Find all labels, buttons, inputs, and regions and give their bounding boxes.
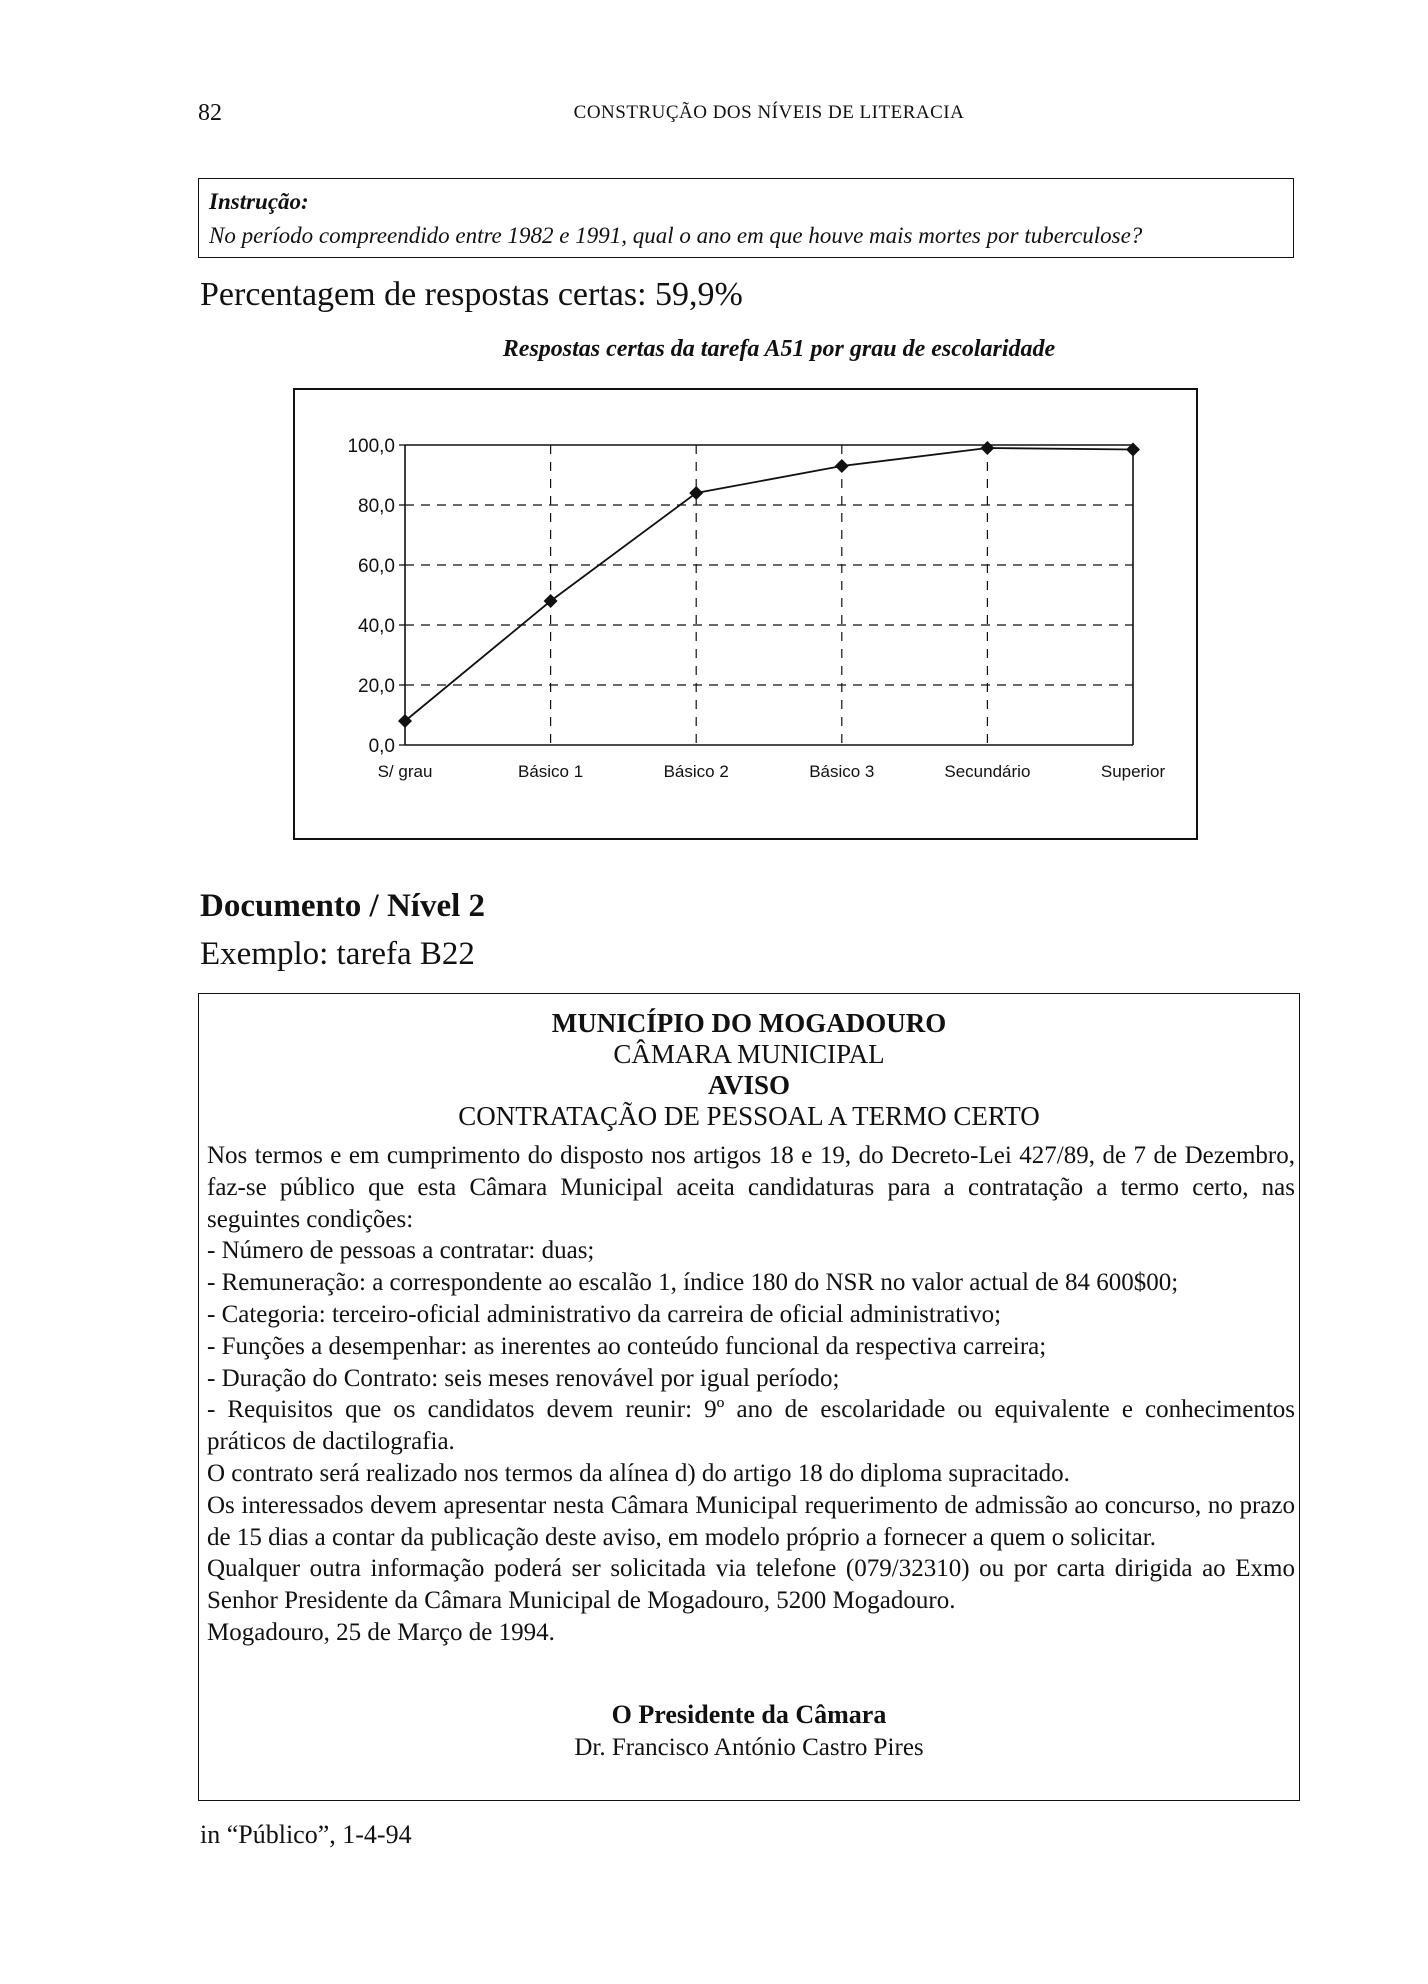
notice-subject: CONTRATAÇÃO DE PESSOAL A TERMO CERTO	[458, 1101, 1040, 1131]
y-tick-labels	[347, 436, 395, 757]
signature-name: Dr. Francisco António Castro Pires	[574, 1734, 924, 1761]
notice-paragraph: - Duração do Contrato: seis meses renovável por igual período;	[207, 1364, 840, 1392]
notice-paragraph: Mogadouro, 25 de Março de 1994.	[207, 1618, 555, 1646]
x-tick-label: Superior	[1100, 762, 1166, 781]
notice-chamber: CÂMARA MUNICIPAL	[613, 1039, 885, 1069]
instruction-box	[198, 178, 1294, 258]
x-tick-label: Básico 3	[809, 762, 875, 781]
x-tick-labels	[378, 762, 1166, 781]
instruction-label: Instrução:	[209, 189, 309, 214]
chart-axes	[399, 445, 1133, 745]
instruction-question: No período compreendido entre 1982 e 1991, qual o ano em que houve mais mortes por tuberculose?	[209, 223, 1143, 248]
notice-org: MUNICÍPIO DO MOGADOURO	[551, 1008, 947, 1038]
section-subheading: Exemplo: tarefa B22	[200, 936, 475, 972]
y-tick-label: 0,0	[368, 736, 395, 757]
chart-title: Respostas certas da tarefa A51 por grau de escolaridade	[502, 336, 1056, 362]
chart-grid	[405, 445, 1133, 745]
notice-paragraph: Qualquer outra informação poderá ser solicitada via telefone (079/32310) ou por carta dirigida ao Exmo Senhor Presidente da Câmara Municipal de Mogadouro, 5200 Mogadouro.	[207, 1555, 1295, 1615]
notice-paragraph: Os interessados devem apresentar nesta Câmara Municipal requerimento de admissão ao concurso, no prazo de 15 dias a contar da publicação deste aviso, em modelo próprio a fornecer a quem o solicitar.	[207, 1491, 1295, 1551]
series-line	[405, 448, 1133, 721]
data-point	[689, 486, 703, 500]
x-tick-label: Secundário	[944, 762, 1031, 781]
page-number: 82	[198, 100, 222, 126]
notice-paragraph: O contrato será realizado nos termos da alínea d) do artigo 18 do diploma supracitado.	[207, 1459, 1070, 1487]
notice-type: AVISO	[707, 1070, 791, 1100]
notice-paragraph: - Número de pessoas a contratar: duas;	[207, 1237, 595, 1265]
x-tick-label: Básico 1	[517, 762, 584, 781]
source-citation: in “Público”, 1-4-94	[200, 1820, 412, 1849]
line-chart	[295, 390, 1196, 838]
y-tick-label: 100,0	[347, 436, 395, 457]
x-tick-label: S/ grau	[377, 762, 433, 781]
notice-paragraph: - Requisitos que os candidatos devem reunir: 9º ano de escolaridade ou equivalente e conhecimentos práticos de dactilografia.	[207, 1396, 1295, 1456]
section-heading: Documento / Nível 2	[200, 888, 486, 924]
chart-frame	[293, 388, 1198, 840]
series-line-path	[405, 448, 1133, 721]
notice-paragraph: - Funções a desempenhar: as inerentes ao conteúdo funcional da respectiva carreira;	[207, 1332, 1047, 1360]
y-tick-label: 80,0	[358, 496, 395, 517]
notice-box	[198, 993, 1300, 1801]
running-title: CONSTRUÇÃO DOS NÍVEIS DE LITERACIA	[573, 102, 965, 123]
notice-paragraph: - Categoria: terceiro-oficial administrativo da carreira de oficial administrativo;	[207, 1300, 1002, 1328]
data-point	[835, 459, 849, 473]
data-point	[980, 441, 994, 455]
notice-body	[207, 1140, 1295, 1649]
correct-answers-line: Percentagem de respostas certas: 59,9%	[200, 276, 743, 313]
notice-paragraph: - Remuneração: a correspondente ao escalão 1, índice 180 do NSR no valor actual de 84 600$00;	[207, 1269, 1179, 1297]
y-tick-label: 40,0	[358, 616, 395, 637]
notice-paragraph: Nos termos e em cumprimento do disposto nos artigos 18 e 19, do Decreto-Lei 427/89, de 7 de Dezembro, faz-se público que esta Câmara Municipal aceita candidaturas para a contratação a termo certo, nas seguintes condições:	[207, 1142, 1295, 1233]
signature-title: O Presidente da Câmara	[611, 1700, 887, 1729]
y-tick-label: 20,0	[358, 676, 395, 697]
x-tick-label: Básico 2	[663, 762, 729, 781]
y-tick-label: 60,0	[358, 556, 395, 577]
